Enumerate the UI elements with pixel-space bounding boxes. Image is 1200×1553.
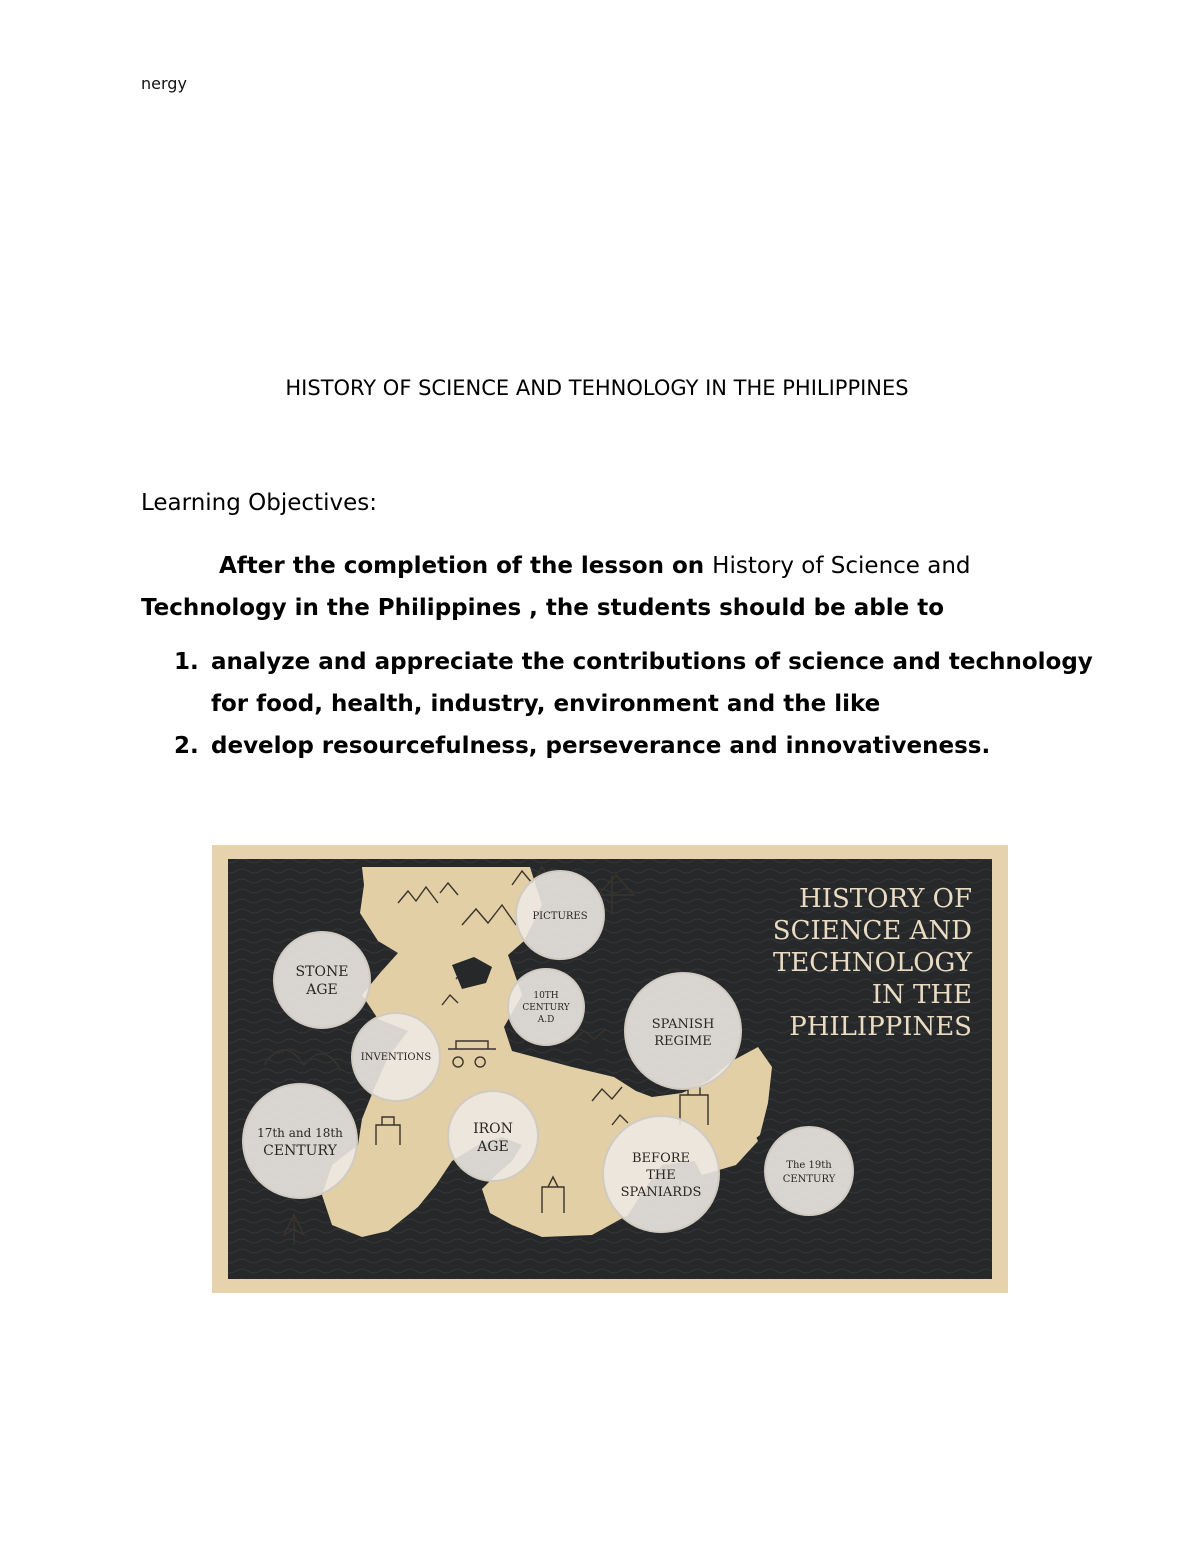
circle-label-inventions: INVENTIONS xyxy=(360,1052,432,1063)
timeline-circle-pictures[interactable] xyxy=(516,871,604,959)
page-title: HISTORY OF SCIENCE AND TEHNOLOGY IN THE PHILIPPINES xyxy=(285,376,909,400)
objective-number: 1. xyxy=(174,649,199,675)
circle-label-iron-age: IRON xyxy=(473,1121,513,1137)
intro-line-1-normal: History of Science and xyxy=(712,553,971,579)
intro-line-1-bold: After the completion of the lesson on xyxy=(219,553,705,579)
objective-text: develop resourcefulness, perseverance and innovativeness. xyxy=(211,733,991,759)
objectives-heading: Learning Objectives: xyxy=(141,490,377,516)
map-title-line: PHILIPPINES xyxy=(789,1012,972,1042)
timeline-circle-spanish-regime[interactable] xyxy=(625,973,741,1089)
map-title xyxy=(773,884,973,1042)
timeline-circle-19th-century[interactable] xyxy=(765,1127,853,1215)
circle-label-spanish-regime: REGIME xyxy=(654,1034,712,1049)
objective-item xyxy=(141,725,1101,767)
circle-label-17th-18th-century: 17th and 18th xyxy=(257,1126,343,1140)
circle-label-17th-18th-century: CENTURY xyxy=(263,1143,337,1159)
map-title-line: IN THE xyxy=(871,980,972,1010)
history-map-image xyxy=(212,845,1008,1293)
objective-text: analyze and appreciate the contributions of science and technology for food, health, industry, environment and the like xyxy=(211,649,1093,717)
intro-paragraph xyxy=(141,545,1081,629)
header-fragment: nergy xyxy=(141,74,187,93)
intro-line-1 xyxy=(141,545,1081,587)
circle-label-10th-century: CENTURY xyxy=(522,1003,570,1013)
intro-line-2: Technology in the Philippines , the students should be able to xyxy=(141,595,945,621)
timeline-circle-stone-age[interactable] xyxy=(274,932,370,1028)
objective-number: 2. xyxy=(174,733,199,759)
timeline-circle-10th-century[interactable] xyxy=(508,969,584,1045)
circle-label-10th-century: A.D xyxy=(537,1015,555,1025)
circle-label-before-spaniards: SPANIARDS xyxy=(620,1185,702,1200)
timeline-circle-iron-age[interactable] xyxy=(448,1091,538,1181)
circle-label-spanish-regime: SPANISH xyxy=(651,1017,715,1032)
circle-label-19th-century: The 19th xyxy=(786,1160,832,1171)
circle-label-10th-century: 10TH xyxy=(533,991,559,1001)
history-map-figure xyxy=(212,845,1008,1293)
circle-label-before-spaniards: BEFORE xyxy=(632,1151,690,1166)
timeline-circle-before-spaniards[interactable] xyxy=(603,1116,719,1232)
timeline-circle-inventions[interactable] xyxy=(352,1013,440,1101)
timeline-circle-17th-18th-century[interactable] xyxy=(243,1084,357,1198)
map-title-line: TECHNOLOGY xyxy=(772,948,972,978)
circle-label-stone-age: AGE xyxy=(306,982,338,998)
objective-item xyxy=(141,641,1101,725)
objectives-list xyxy=(141,641,1101,767)
circle-label-19th-century: CENTURY xyxy=(782,1174,836,1185)
circle-label-pictures: PICTURES xyxy=(532,911,588,922)
circle-label-before-spaniards: THE xyxy=(646,1168,676,1183)
circle-label-stone-age: STONE xyxy=(295,964,349,980)
map-title-line: SCIENCE AND xyxy=(772,916,972,946)
circle-label-iron-age: AGE xyxy=(477,1139,509,1155)
map-title-line: HISTORY OF xyxy=(799,884,972,914)
